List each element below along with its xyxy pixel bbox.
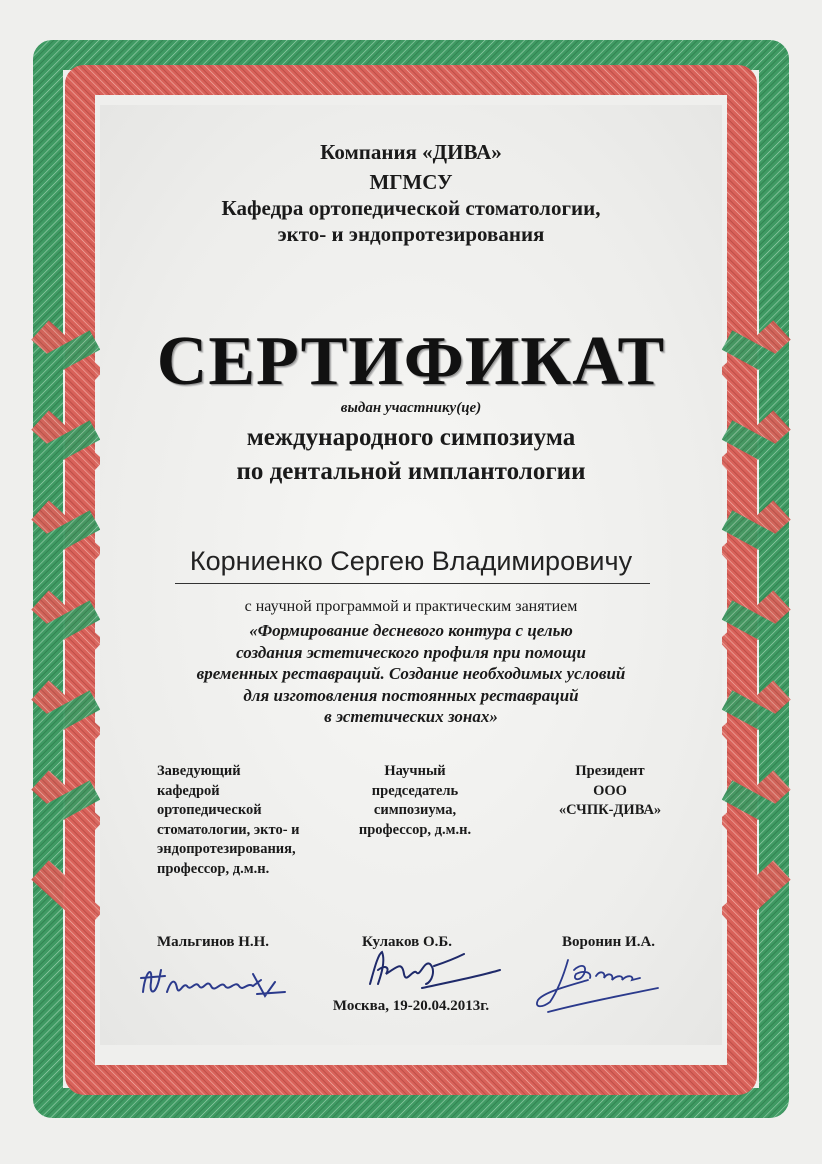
role-line: ООО [593, 782, 627, 799]
company-name: Компания «ДИВА» [320, 140, 502, 164]
department-line-1: Кафедра ортопедической стоматологии, [221, 196, 601, 220]
topic-line: «Формирование десневого контура с целью [249, 621, 573, 640]
role-line: профессор, д.м.н. [157, 860, 270, 877]
program-intro: с научной программой и практическим занятием [244, 598, 578, 615]
role-line: Заведующий [157, 763, 241, 779]
role-line: Научный [384, 763, 446, 779]
recipient-underline [175, 583, 650, 584]
university-name: МГМСУ [369, 170, 453, 194]
program-topic [0, 620, 822, 728]
role-line: председатель [371, 782, 459, 799]
signatory-2-role [330, 762, 500, 840]
role-line: Президент [575, 763, 645, 779]
role-line: «СЧПК-ДИВА» [558, 802, 662, 818]
department-line-2: экто- и эндопротезирования [277, 222, 545, 246]
topic-line: временных реставраций. Создание необходимых условий [196, 664, 626, 683]
role-line: профессор, д.м.н. [358, 821, 472, 838]
topic-line: создания эстетического профиля при помощи [236, 642, 586, 662]
event-line-2: по дентальной имплантологии [236, 458, 586, 485]
certificate-title: СЕРТИФИКАТ [156, 323, 666, 400]
role-line: эндопротезирования, [157, 841, 296, 857]
signatory-1-role [157, 762, 300, 879]
role-line: кафедрой [157, 782, 220, 799]
place-and-date: Москва, 19-20.04.2013г. [332, 998, 490, 1014]
topic-line: для изготовления постоянных реставраций [243, 685, 579, 705]
signatory-3-role [530, 762, 690, 821]
role-line: ортопедической [157, 802, 262, 818]
recipient-name: Корниенко Сергею Владимировичу [189, 546, 633, 576]
issued-to-label: выдан участнику(це) [340, 400, 482, 416]
signatory-3-name: Воронин И.А. [562, 934, 656, 950]
role-line: стоматологии, экто- и [157, 821, 300, 838]
signatory-1-name: Мальгинов Н.Н. [157, 934, 270, 950]
signatory-2-name: Кулаков О.Б. [362, 934, 453, 950]
topic-line: в эстетических зонах» [324, 707, 498, 726]
signature-2 [360, 940, 510, 995]
role-line: симпозиума, [373, 802, 457, 818]
event-line-1: международного симпозиума [246, 424, 576, 451]
